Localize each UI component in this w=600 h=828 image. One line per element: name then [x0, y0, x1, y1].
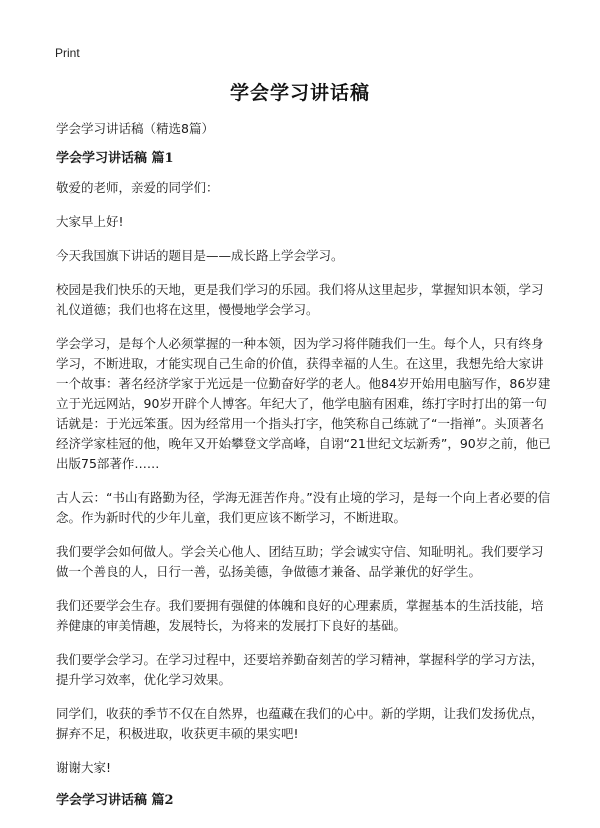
- document-subtitle: 学会学习讲话稿（精选8篇）: [56, 121, 214, 136]
- document-body: [56, 120, 552, 820]
- paragraph-be-a-person: 我们要学会如何做人。学会关心他人、团结互助；学会诚实守信、知耻明礼。我们要学习做一个善良的人，日行一善，弘扬美德，争做德才兼备、品学兼优的好学生。: [56, 544, 544, 579]
- paragraph-harvest: 同学们，收获的季节不仅在自然界，也蕴藏在我们的心中。新的学期，让我们发扬优点，摒弃不足，积极进取，收获更丰硕的果实吧!: [56, 706, 544, 741]
- paragraph-learn-to-learn: 我们要学会学习。在学习过程中，还要培养勤奋刻苦的学习精神，掌握科学的学习方法，提升学习效率，优化学习效果。: [56, 652, 544, 687]
- section-heading-1: 学会学习讲话稿 篇1: [56, 151, 174, 166]
- paragraph-greeting: 敬爱的老师，亲爱的同学们：: [56, 180, 219, 195]
- paragraph-survival: 我们还要学会生存。我们要拥有强健的体魄和良好的心理素质，掌握基本的生活技能，培养健康的审美情趣，发展特长，为将来的发展打下良好的基础。: [56, 598, 544, 633]
- paragraph-thanks: 谢谢大家!: [56, 760, 112, 775]
- print-link[interactable]: Print: [55, 46, 80, 60]
- section-heading-2: 学会学习讲话稿 篇2: [56, 793, 174, 808]
- paragraph-morning: 大家早上好!: [56, 214, 124, 229]
- paragraph-ancient-saying: 古人云：“书山有路勤为径，学海无涯苦作舟。”没有止境的学习，是每一个向上者必要的信念。作为新时代的少年儿童，我们更应该不断学习，不断进取。: [56, 490, 551, 525]
- paragraph-story: 学会学习，是每个人必须掌握的一种本领，因为学习将伴随我们一生。每个人，只有终身学习，不断进取，才能实现自己生命的价值，获得幸福的人生。在这里，我想先给大家讲一个故事：著名经济学家于光远是一位勤奋好学的老人。他84岁开始用电脑写作，86岁建立于光远网站，90岁开辟个人博客。年纪大了，他学电脑有困难，练打字时打出的第一句话就是：于光远笨蛋。因为经常用一个指头打字，他笑称自己练就了“一指禅”。头顶著名经济学家桂冠的他，晚年又开始攀登文学高峰，自诩“21世纪文坛新秀”，90岁之前，他已出版75部著作……: [56, 336, 551, 471]
- page-title: 学会学习讲话稿: [229, 82, 370, 104]
- paragraph-topic: 今天我国旗下讲话的题目是——成长路上学会学习。: [56, 248, 344, 263]
- paragraph-campus: 校园是我们快乐的天地，更是我们学习的乐园。我们将从这里起步，掌握知识本领，学习礼仪道德；我们也将在这里，慢慢地学会学习。: [56, 282, 544, 317]
